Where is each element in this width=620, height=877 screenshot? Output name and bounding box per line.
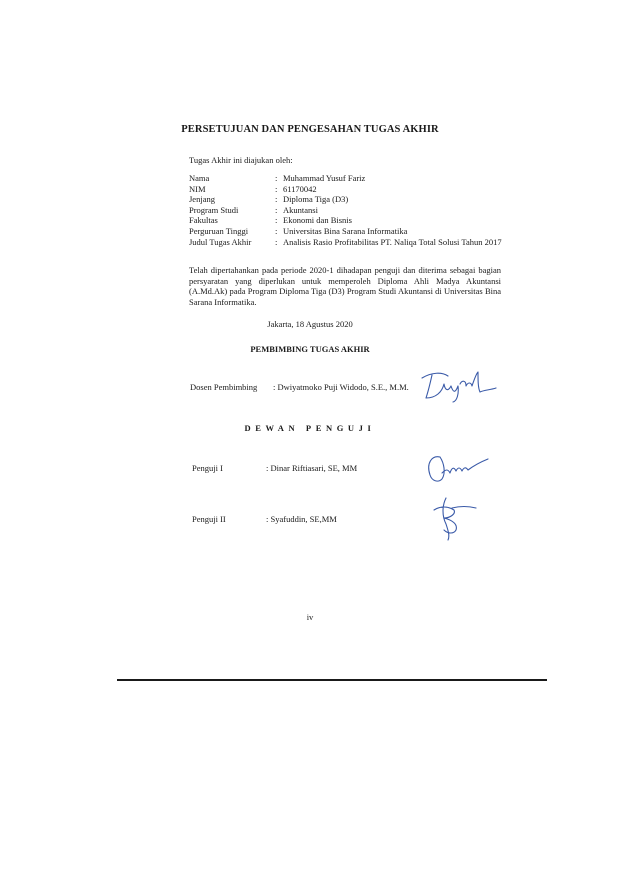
penguji-2-signature-icon <box>426 494 482 542</box>
info-colon: : <box>275 236 278 247</box>
info-row-judul <box>189 237 505 248</box>
info-value: Diploma Tiga (D3) <box>283 194 349 205</box>
info-value: 61170042 <box>283 183 317 194</box>
info-label: Judul Tugas Akhir <box>189 236 252 247</box>
penguji-2-label: Penguji II <box>192 514 226 524</box>
info-value: Muhammad Yusuf Fariz <box>283 173 366 183</box>
info-row-nim <box>189 184 505 195</box>
penguji-1-name: : Dinar Riftiasari, SE, MM <box>266 463 358 473</box>
info-colon: : <box>275 204 278 215</box>
document-title: PERSETUJUAN DAN PENGESAHAN TUGAS AKHIR <box>181 124 439 135</box>
info-row-jenjang <box>189 194 505 205</box>
info-colon: : <box>275 194 278 205</box>
student-info-table <box>189 173 505 247</box>
info-label: Fakultas <box>189 215 218 226</box>
info-label: Jenjang <box>189 194 215 205</box>
approval-paragraph: Telah dipertahankan pada periode 2020-1 dihadapan penguji dan diterima sebagai bagian persyaratan yang diperlukan untuk memperoleh Diploma Ahli Madya Akuntansi (A.Md.Ak) pada Program Diploma Tiga (D3) Program Studi Akuntansi di Universitas Bina Sarana Informatika. <box>189 265 501 308</box>
info-label: Program Studi <box>189 204 239 215</box>
pembimbing-signature-icon <box>418 368 498 404</box>
penguji-1-label: Penguji I <box>192 463 223 473</box>
page-divider <box>117 679 547 681</box>
info-colon: : <box>275 173 278 183</box>
info-row-perguruan-tinggi <box>189 226 505 237</box>
info-label: Perguruan Tinggi <box>189 225 249 236</box>
info-value: Universitas Bina Sarana Informatika <box>283 225 408 236</box>
info-row-fakultas <box>189 215 505 226</box>
info-label: NIM <box>189 183 206 194</box>
intro-text: Tugas Akhir ini diajukan oleh: <box>189 155 293 165</box>
info-label: Nama <box>189 173 210 183</box>
penguji-2-name: : Syafuddin, SE,MM <box>266 514 337 524</box>
city-date: Jakarta, 18 Agustus 2020 <box>267 319 353 329</box>
info-value: Akuntansi <box>283 204 318 215</box>
info-colon: : <box>275 215 278 226</box>
pembimbing-heading: PEMBIMBING TUGAS AKHIR <box>250 344 370 354</box>
penguji-1-signature-icon <box>422 453 492 485</box>
info-value: Ekonomi dan Bisnis <box>283 215 352 226</box>
page-number: iv <box>306 612 314 622</box>
info-row-program-studi <box>189 205 505 216</box>
info-row-nama <box>189 173 505 184</box>
pembimbing-label: Dosen Pembimbing <box>190 382 258 392</box>
pembimbing-name: : Dwiyatmoko Puji Widodo, S.E., M.M. <box>273 382 409 392</box>
info-colon: : <box>275 183 278 194</box>
info-colon: : <box>275 225 278 236</box>
dewan-penguji-heading: DEWAN PENGUJI <box>244 423 376 433</box>
info-value: Analisis Rasio Profitabilitas PT. Naliqa Total Solusi Tahun 2017 <box>283 236 502 247</box>
